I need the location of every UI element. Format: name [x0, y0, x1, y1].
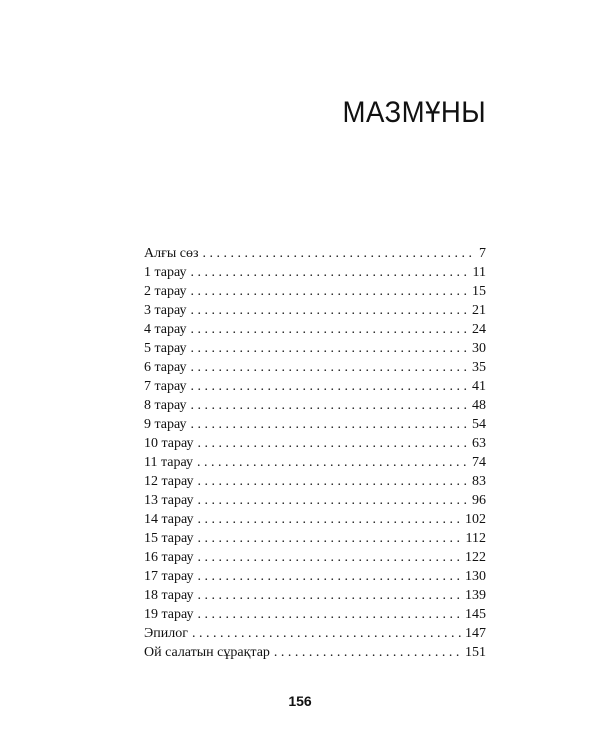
toc-entry[interactable]: [144, 567, 486, 586]
toc-entry[interactable]: [144, 244, 486, 263]
toc-entry-page: 74: [472, 455, 486, 470]
toc-entry-page: 122: [465, 550, 486, 565]
toc-entry-page: 130: [465, 569, 486, 584]
toc-entry[interactable]: [144, 605, 486, 624]
toc-entry-label: Эпилог: [144, 626, 188, 641]
toc-entry-page: 112: [465, 531, 486, 546]
dot-leader: [192, 624, 461, 643]
toc-entry[interactable]: [144, 453, 486, 472]
toc-entry-label: 14 тарау: [144, 512, 194, 527]
toc-entry-label: 7 тарау: [144, 379, 187, 394]
toc-entry[interactable]: [144, 548, 486, 567]
dot-leader: [191, 301, 468, 320]
dot-leader: [197, 453, 468, 472]
toc-entry-page: 24: [472, 322, 486, 337]
toc-entry[interactable]: [144, 301, 486, 320]
toc-entry[interactable]: [144, 263, 486, 282]
toc-entry-page: 145: [465, 607, 486, 622]
dot-leader: [198, 434, 468, 453]
toc-entry-label: 18 тарау: [144, 588, 194, 603]
dot-leader: [198, 529, 462, 548]
toc-entry-page: 30: [472, 341, 486, 356]
toc-entry-label: 11 тарау: [144, 455, 193, 470]
dot-leader: [191, 339, 468, 358]
toc-entry[interactable]: [144, 586, 486, 605]
toc-entry[interactable]: [144, 643, 486, 662]
toc-entry[interactable]: [144, 320, 486, 339]
dot-leader: [198, 472, 468, 491]
toc-entry-label: 6 тарау: [144, 360, 187, 375]
dot-leader: [198, 510, 461, 529]
toc-entry[interactable]: [144, 415, 486, 434]
toc-entry[interactable]: [144, 339, 486, 358]
dot-leader: [191, 263, 469, 282]
table-of-contents: [144, 244, 486, 662]
dot-leader: [198, 586, 461, 605]
toc-entry-page: 48: [472, 398, 486, 413]
toc-entry-label: Алғы сөз: [144, 246, 199, 261]
dot-leader: [198, 548, 461, 567]
dot-leader: [198, 567, 461, 586]
toc-entry[interactable]: [144, 624, 486, 643]
toc-entry-label: 13 тарау: [144, 493, 194, 508]
toc-entry-label: 4 тарау: [144, 322, 187, 337]
toc-entry[interactable]: [144, 434, 486, 453]
toc-entry-page: 7: [479, 246, 486, 261]
toc-entry-page: 63: [472, 436, 486, 451]
toc-entry[interactable]: [144, 491, 486, 510]
dot-leader: [191, 377, 468, 396]
toc-entry-page: 147: [465, 626, 486, 641]
toc-entry-label: 12 тарау: [144, 474, 194, 489]
dot-leader: [191, 358, 468, 377]
toc-entry-page: 151: [465, 645, 486, 660]
toc-entry[interactable]: [144, 358, 486, 377]
toc-entry-label: 8 тарау: [144, 398, 187, 413]
toc-entry[interactable]: [144, 377, 486, 396]
dot-leader: [198, 491, 468, 510]
toc-entry-page: 11: [472, 265, 486, 280]
toc-entry[interactable]: [144, 529, 486, 548]
toc-entry-label: 10 тарау: [144, 436, 194, 451]
toc-entry-page: 35: [472, 360, 486, 375]
dot-leader: [198, 605, 461, 624]
toc-entry-page: 102: [465, 512, 486, 527]
toc-entry-label: 19 тарау: [144, 607, 194, 622]
toc-entry-label: 15 тарау: [144, 531, 194, 546]
toc-entry[interactable]: [144, 472, 486, 491]
dot-leader: [191, 320, 468, 339]
toc-entry-label: 9 тарау: [144, 417, 187, 432]
toc-entry[interactable]: [144, 396, 486, 415]
dot-leader: [203, 244, 476, 263]
toc-entry-label: 5 тарау: [144, 341, 187, 356]
toc-entry-label: 2 тарау: [144, 284, 187, 299]
page-number: 156: [288, 693, 312, 709]
toc-entry-page: 54: [472, 417, 486, 432]
toc-entry-label: 17 тарау: [144, 569, 194, 584]
toc-entry-page: 96: [472, 493, 486, 508]
toc-entry-page: 21: [472, 303, 486, 318]
toc-entry-label: 1 тарау: [144, 265, 187, 280]
toc-entry-label: Ой салатын сұрақтар: [144, 645, 270, 660]
dot-leader: [191, 396, 468, 415]
toc-entry-page: 15: [472, 284, 486, 299]
page-title: МАЗМҰНЫ: [342, 96, 486, 130]
toc-entry-label: 16 тарау: [144, 550, 194, 565]
toc-entry[interactable]: [144, 510, 486, 529]
toc-entry-page: 41: [472, 379, 486, 394]
toc-entry[interactable]: [144, 282, 486, 301]
dot-leader: [191, 415, 468, 434]
toc-entry-page: 83: [472, 474, 486, 489]
toc-entry-label: 3 тарау: [144, 303, 187, 318]
toc-entry-page: 139: [465, 588, 486, 603]
dot-leader: [191, 282, 468, 301]
dot-leader: [274, 643, 461, 662]
